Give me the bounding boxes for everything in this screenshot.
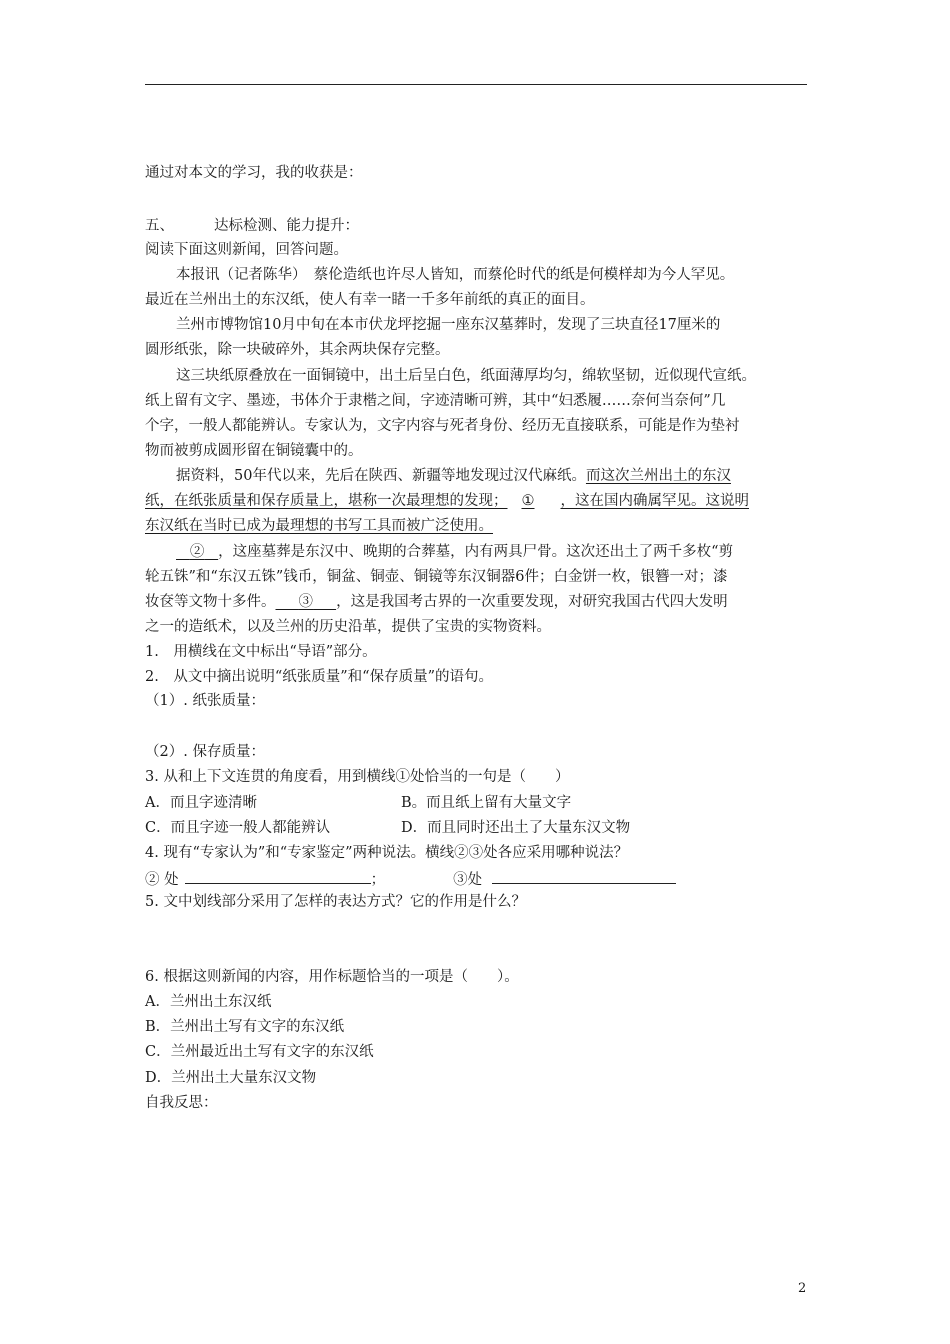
question-2: 2. 从文中摘出说明“纸张质量”和“保存质量”的语句。	[145, 669, 493, 685]
header-rule	[145, 84, 807, 85]
harvest-prompt: 通过对本文的学习，我的收获是：	[145, 165, 363, 181]
blank-3: ③	[298, 594, 314, 610]
answer-3-label: ③处	[453, 872, 483, 888]
p4-underlined-text: 而这次兰州出土的东汉	[585, 468, 731, 484]
article-p5-line1: ② ，这座墓葬是东汉中、晚期的合葬墓，内有两具尸骨。这次还出土了两千多枚“剪	[176, 542, 733, 562]
article-p4-line1	[176, 466, 731, 486]
section-number: 五、	[145, 218, 174, 234]
question-3-option-d: D．而且同时还出土了大量东汉文物	[401, 820, 631, 836]
answer-2-blank[interactable]	[185, 868, 371, 884]
question-6-option-c: C．兰州最近出土写有文字的东汉纸	[145, 1044, 374, 1060]
p4-underlined-text: 纸，在纸张质量和保存质量上，堪称一次最理想的发现；	[145, 493, 508, 509]
question-6-option-b: B．兰州出土写有文字的东汉纸	[145, 1019, 345, 1035]
answer-3-blank[interactable]	[492, 868, 676, 884]
question-4-answers: ② 处 ； ③处	[145, 868, 676, 890]
self-reflection: 自我反思：	[145, 1095, 218, 1111]
article-p2-line2: 圆形纸张，除一块破碎外，其余两块保存完整。	[145, 342, 450, 358]
blank-1: ①	[521, 493, 535, 509]
article-p1-line1: 本报讯（记者陈华） 蔡伦造纸也许尽人皆知，而蔡伦时代的纸是何模样却为今人罕见。	[176, 267, 735, 283]
article-p3-line3: 个字，一般人都能辨认。专家认为，文字内容与死者身份、经历无直接联系，可能是作为垫衬	[145, 418, 740, 434]
page-number: 2	[798, 1281, 807, 1296]
question-2-part-1: （1）. 纸张质量：	[145, 693, 265, 709]
question-5: 5. 文中划线部分采用了怎样的表达方式？它的作用是什么？	[145, 894, 526, 910]
question-3-option-c: C．而且字迹一般人都能辨认	[145, 820, 331, 836]
article-p3-line4: 物而被剪成圆形留在铜镜囊中的。	[145, 443, 363, 459]
p4-underlined-text: ，这在国内确属罕见。这说明	[560, 493, 749, 509]
p4-plain-text: 据资料，50年代以来，先后在陕西、新疆等地发现过汉代麻纸。	[176, 468, 586, 484]
article-p1-line2: 最近在兰州出土的东汉纸，使人有幸一睹一千多年前纸的真正的面目。	[145, 292, 595, 308]
blank-2: ②	[189, 544, 205, 560]
question-3-option-b: B。而且纸上留有大量文字	[401, 795, 572, 811]
reading-instruction: 阅读下面这则新闻，回答问题。	[145, 242, 348, 258]
question-3-option-a: A．而且字迹清晰	[145, 795, 257, 811]
section-heading	[145, 216, 359, 236]
question-6-option-d: D．兰州出土大量东汉文物	[145, 1070, 317, 1086]
article-p5-line2: 轮五铢”和“东汉五铢”钱币，铜盆、铜壶、铜镜等东汉铜器6件；白金饼一枚，银簪一对；漆	[145, 569, 728, 585]
article-p3-line2: 纸上留有文字、墨迹，书体介于隶楷之间，字迹清晰可辨，其中“妇悉履……奈何当奈何”几	[145, 393, 726, 409]
answer-2-label: ② 处	[145, 872, 179, 888]
article-p5-line4: 之一的造纸术，以及兰州的历史沿革，提供了宝贵的实物资料。	[145, 619, 551, 635]
question-4: 4. 现有“专家认为”和“专家鉴定”两种说法。横线②③处各应采用哪种说法？	[145, 845, 629, 861]
article-p4-line2	[145, 491, 749, 511]
article-p2-line1: 兰州市博物馆10月中旬在本市伏龙坪挖掘一座东汉墓葬时，发现了三块直径17厘米的	[176, 317, 721, 333]
section-title: 达标检测、能力提升：	[214, 218, 359, 234]
question-1: 1. 用横线在文中标出“导语”部分。	[145, 644, 377, 660]
question-6: 6. 根据这则新闻的内容，用作标题恰当的一项是（ ）。	[145, 969, 519, 985]
question-3: 3. 从和上下文连贯的角度看，用到横线①处恰当的一句是（ ）	[145, 769, 570, 785]
article-p5-line3: 妆奁等文物十多件。 ③ ，这是我国考古界的一次重要发现，对研究我国古代四大发明	[145, 594, 728, 610]
question-6-option-a: A．兰州出土东汉纸	[145, 994, 272, 1010]
article-p3-line1: 这三块纸原叠放在一面铜镜中，出土后呈白色，纸面薄厚均匀，绵软坚韧，近似现代宣纸。	[176, 368, 756, 384]
question-2-part-2: （2）. 保存质量：	[145, 744, 265, 760]
article-p4-line3: 东汉纸在当时已成为最理想的书写工具而被广泛使用。	[145, 518, 493, 534]
